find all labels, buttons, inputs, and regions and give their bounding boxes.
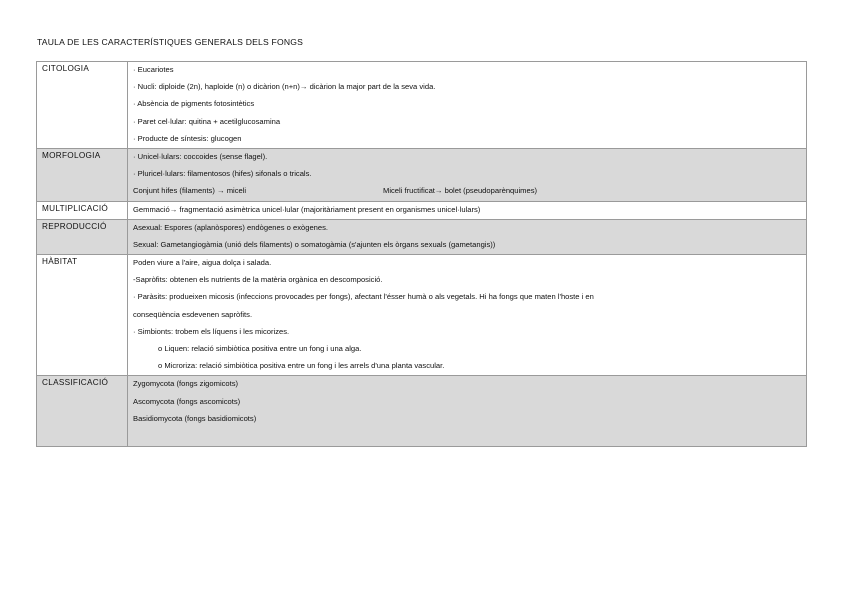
table-row	[37, 201, 807, 219]
row-content	[128, 62, 807, 149]
blank-space	[133, 428, 806, 446]
row-label: HÀBITAT	[37, 255, 128, 376]
list-item: · Producte de síntesis: glucogen	[133, 133, 242, 143]
row-content	[128, 255, 807, 376]
list-item: · Paràsits: produeixen micosis (infeccions provocades per fongs), afectant l'ésser humà o als vegetals. Hi ha fongs que maten l'hoste i en	[133, 292, 594, 302]
list-item: Basidiomycota (fongs basidiomicots)	[133, 413, 257, 423]
table-row	[37, 255, 807, 376]
characteristics-table	[36, 61, 807, 447]
table-row	[37, 219, 807, 254]
table-row	[37, 62, 807, 149]
list-item: · Pluricel·lulars: filamentosos (hifes) sifonals o tricals.	[133, 169, 312, 179]
list-item: · Eucariotes	[133, 65, 174, 74]
list-item: -Sapròfits: obtenen els nutrients de la matèria orgànica en descomposició.	[133, 275, 383, 285]
list-item: · Paret cel·lular: quitina + acetilglucosamina	[133, 116, 281, 126]
list-item: · Nucli: diploide (2n), haploide (n) o dicàrion (n+n)→ dicàrion la major part de la seva vida.	[133, 82, 436, 92]
list-item: conseqüència esdevenen sapròfits.	[133, 309, 253, 319]
hyphae-text: Conjunt hifes (filaments) → miceli	[133, 186, 247, 196]
row-content	[128, 148, 807, 201]
mycelium-text: Miceli fructificat→ bolet (pseudoparènquimes)	[383, 186, 538, 196]
list-item: · Simbionts: trobem els líquens i les micorizes.	[133, 326, 290, 336]
row-label: MULTIPLICACIÓ	[37, 201, 128, 219]
list-item: Gemmació→ fragmentació asimètrica unicel·lular (majoritàriament present en organismes unicel·lulars)	[133, 204, 481, 214]
table-row	[37, 376, 807, 447]
list-item: o Microriza: relació simbiòtica positiva entre un fong i les arrels d'una planta vascular.	[158, 361, 445, 371]
list-item: Zygomycota (fongs zigomicots)	[133, 379, 239, 389]
list-item	[133, 183, 806, 200]
list-item: · Absència de pigments fotosintètics	[133, 99, 255, 109]
row-content	[128, 219, 807, 254]
list-item: Sexual: Gametangiogàmia (unió dels filaments) o somatogàmia (s'ajunten els òrgans sexuals (gametangis))	[133, 239, 496, 249]
row-label: CITOLOGIA	[37, 62, 128, 149]
row-label: MORFOLOGIA	[37, 148, 128, 201]
list-item: o Liquen: relació simbiòtica positiva entre un fong i una alga.	[158, 344, 362, 353]
page-title: TAULA DE LES CARACTERÍSTIQUES GENERALS DELS FONGS	[37, 37, 304, 47]
row-label: CLASSIFICACIÓ	[37, 376, 128, 447]
row-content	[128, 201, 807, 219]
row-label: REPRODUCCIÓ	[37, 219, 128, 254]
row-content	[128, 376, 807, 447]
list-item: Asexual: Espores (aplanòspores) endògenes o exògenes.	[133, 222, 329, 232]
list-item: Poden viure a l'aire, aigua dolça i salada.	[133, 258, 272, 268]
list-item: Ascomycota (fongs ascomicots)	[133, 396, 241, 406]
list-item: · Unicel·lulars: coccoides (sense flagel).	[133, 151, 268, 161]
table-row	[37, 148, 807, 201]
